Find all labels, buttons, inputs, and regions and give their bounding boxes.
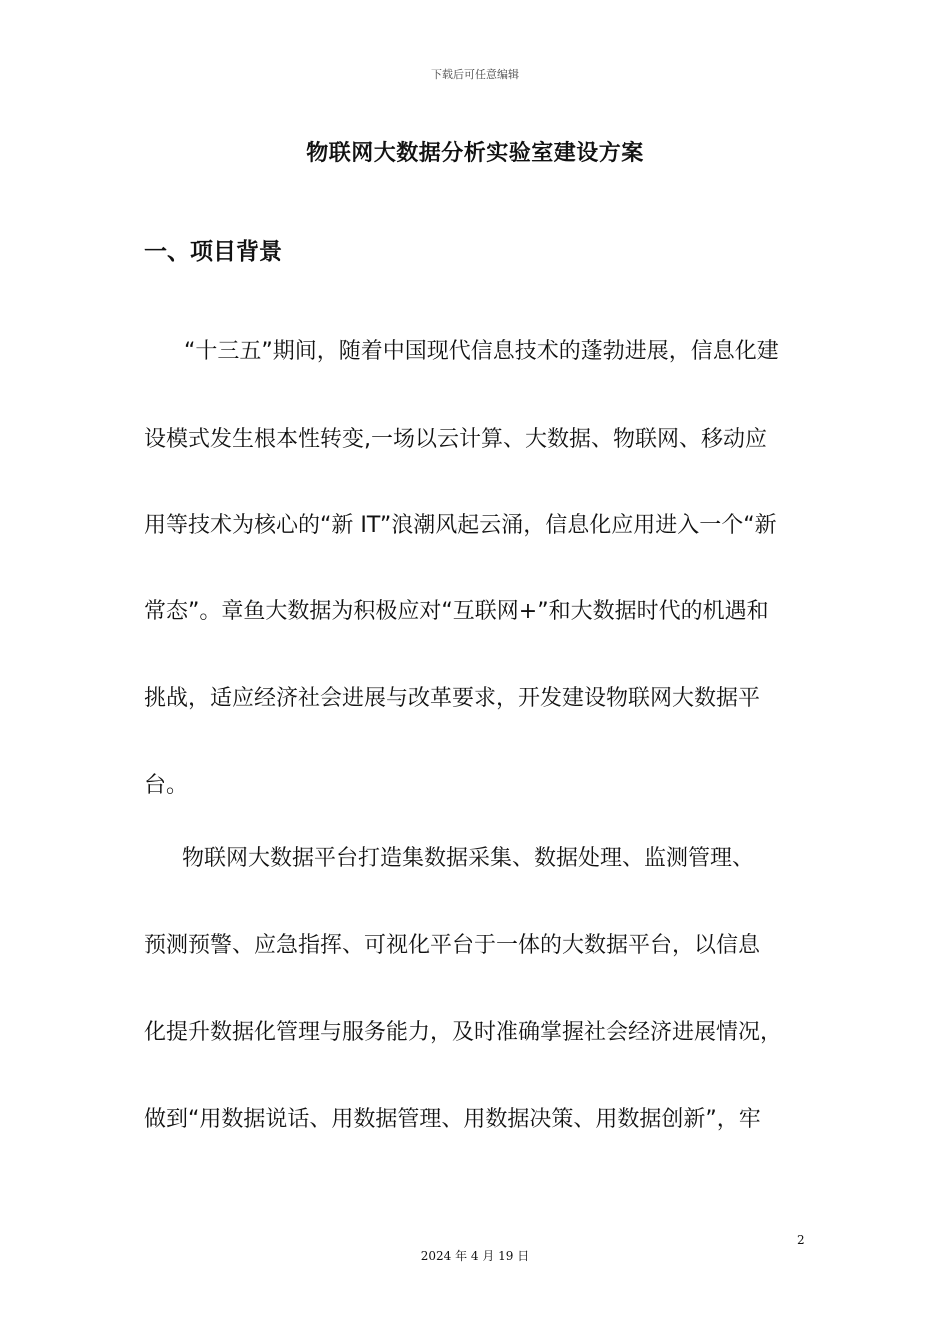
page-number: 2 <box>797 1233 805 1247</box>
paragraph-line: 物联网大数据平台打造集数据采集、数据处理、监测管理、 <box>182 846 755 871</box>
paragraph-line: 台。 <box>144 773 189 798</box>
header-note: 下载后可任意编辑 <box>431 68 519 81</box>
paragraph-line: 挑战，适应经济社会进展与改革要求，开发建设物联网大数据平 <box>144 686 761 711</box>
footer-date: 2024 年 4 月 19 日 <box>420 1249 530 1263</box>
paragraph-line: 设模式发生根本性转变,一场以云计算、大数据、物联网、移动应 <box>144 427 767 452</box>
paragraph-line: 常态”。章鱼大数据为积极应对“互联网+”和大数据时代的机遇和 <box>144 599 769 624</box>
section-heading: 一、项目背景 <box>144 239 282 265</box>
paragraph-line: 做到“用数据说话、用数据管理、用数据决策、用数据创新”，牢 <box>144 1107 761 1132</box>
paragraph-line: 用等技术为核心的“新 IT”浪潮风起云涌，信息化应用进入一个“新 <box>144 513 777 538</box>
paragraph-line: “十三五”期间，随着中国现代信息技术的蓬勃进展，信息化建 <box>184 339 779 364</box>
paragraph-line: 预测预警、应急指挥、可视化平台于一体的大数据平台，以信息 <box>144 933 761 958</box>
paragraph-line: 化提升数据化管理与服务能力，及时准确掌握社会经济进展情况， <box>144 1020 783 1045</box>
document-title: 物联网大数据分析实验室建设方案 <box>306 141 644 166</box>
